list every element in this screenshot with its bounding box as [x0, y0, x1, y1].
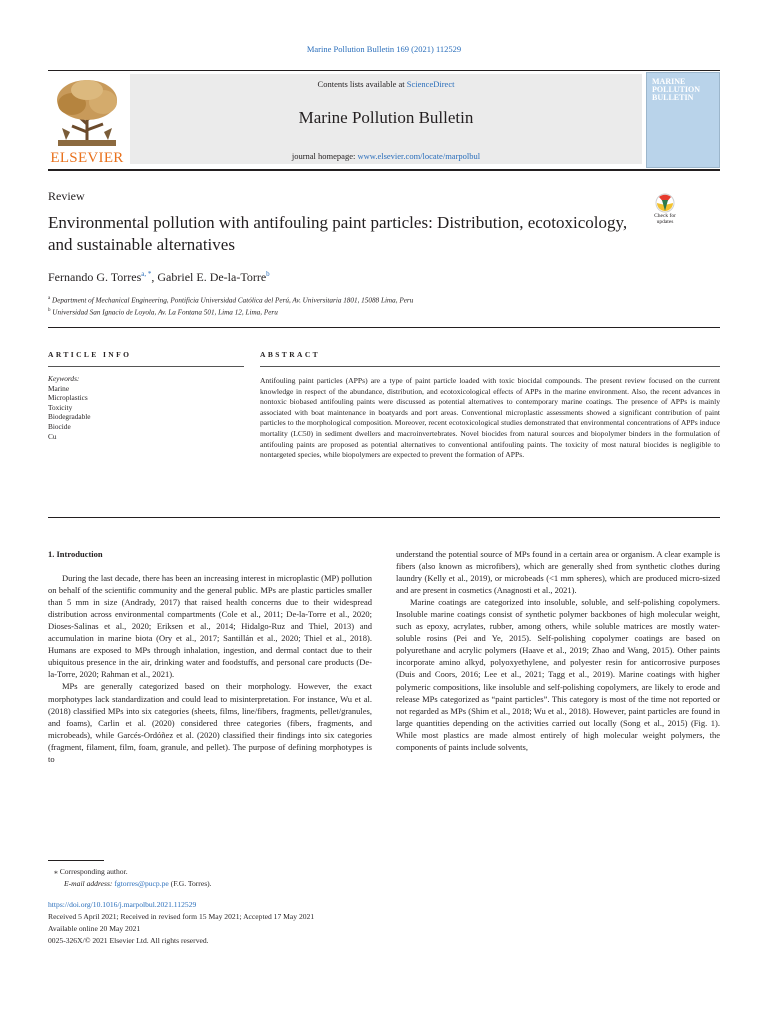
article-type: Review	[48, 189, 85, 203]
keyword: Cu	[48, 431, 57, 441]
author-list	[48, 270, 270, 285]
sciencedirect-link[interactable]: ScienceDirect	[406, 79, 455, 89]
affiliation-text: Universidad San Ignacio de Loyola, Av. La Fontana 501, Lima 12, Lima, Peru	[52, 308, 278, 317]
section-heading: 1. Introduction	[48, 549, 103, 559]
keyword: Microplastics	[48, 393, 88, 403]
homepage-line	[130, 151, 642, 161]
email-line	[64, 878, 212, 889]
title-block-rule	[48, 327, 720, 328]
elsevier-wordmark: ELSEVIER	[50, 150, 124, 166]
affiliation-text: Department of Mechanical Engineering, Pontificia Universidad Católica del Perú, Av. Universitaria 1801, 15088 Lima, Peru	[52, 296, 414, 305]
cover-title: MARINE POLLUTION BULLETIN	[652, 77, 701, 102]
abstract-rule	[260, 366, 720, 367]
body-paragraph: MPs are generally categorized based on their morphology. However, the exact morphotypes lack standardization and could lead to misinterpretation. For instance, Wu et al. (2018) classified MPs into six categories (sheets, films, line/fibers, fragments, pellet/granules, and foams), Carlin et al. (2020) considered three categories (fibers, fragments, and microbeads), while Garcés-Ordóñez et al. (2020) classified their findings into six categories (fragment, filament, film, foam, granule, and pellet). The purpose of defining morphotypes is to	[48, 681, 372, 764]
body-paragraph: understand the potential source of MPs found in a certain area or organism. A clear example is fibers (also known as microfibers), which are generally shed from synthetic clothes during laundry (Kelly et al., 2019), or microbeads (<1 mm spheres), which are produced micro-sized and are present in cosmetics (Anagnosti et al., 2021).	[396, 549, 720, 596]
affiliation	[48, 296, 413, 304]
homepage-prefix: journal homepage:	[291, 151, 358, 161]
header-top-rule	[48, 70, 720, 71]
author-affiliation-marker[interactable]: b	[266, 270, 270, 278]
article-title: Environmental pollution with antifouling paint particles: Distribution, ecotoxicology, and sustainable alternatives	[48, 213, 628, 254]
author-name: Gabriel E. De-la-Torre	[157, 270, 267, 284]
email-link[interactable]: fgtorres@pucp.pe	[114, 879, 169, 888]
body-paragraph: Marine coatings are categorized into insoluble, soluble, and self-polishing copolymers. Insoluble marine coatings consist of synthetic polymer backbones of high molecular weight, such as epoxy, acrylates, rubber, among others, while soluble matrices are mostly water-soluble rosins (Pei and Ye, 2015). Self-polishing copolymer coatings are based on polyurethane and acrylic polymers (Haave et al., 2019; Zhao and Wang, 2015). Other paints incorporate amino alkyd, polyoxyethylene, and polyester resin for anticorrosive purposes (Duis and Coors, 2016; Lee et al., 2021; Tagg et al., 2019). Marine coatings with higher polymeric compositions, like insoluble and self-polishing copolymers, are likely to erode and release MPs categorized as “paint particles”. This category is most of the time not reported or not regarded as MPs (Shim et al., 2018; Wu et al., 2018). However, paint particles are found in large quantities depending on the activities carried out locally (Song et al., 2015) (Fig. 1). While most plastics are made almost entirely of high molecular weight polymers, the components of paints include solvents,	[396, 597, 720, 752]
contents-line	[130, 79, 642, 89]
corresponding-author-note: ⁎ Corresponding author.	[54, 867, 128, 876]
affiliation	[48, 308, 278, 316]
doi-link[interactable]: https://doi.org/10.1016/j.marpolbul.2021.112529	[48, 900, 197, 909]
copyright: 0025-326X/© 2021 Elsevier Ltd. All rights reserved.	[48, 936, 209, 945]
journal-title: Marine Pollution Bulletin	[298, 108, 474, 127]
article-info-heading: ARTICLE INFO	[48, 350, 132, 359]
keywords-label: Keywords:	[48, 374, 80, 383]
homepage-link[interactable]: www.elsevier.com/locate/marpolbul	[357, 151, 481, 161]
left-column	[48, 548, 372, 765]
keyword: Biodegradable	[48, 412, 91, 422]
right-column	[396, 548, 720, 753]
author-separator: ,	[151, 270, 158, 284]
citation-line[interactable]: Marine Pollution Bulletin 169 (2021) 112529	[306, 44, 462, 54]
body-paragraph: During the last decade, there has been an increasing interest in microplastic (MP) pollution on behalf of the scientific community and the general public. MPs are plastic particles smaller than 5 mm in size (Andrady, 2017) that raised health concerns due to their widespread distribution across environmental compartments (Cole et al., 2011; De-la-Torre et al., 2020; Dioses-Salinas et al., 2020; Eriksen et al., 2014; Hidalgo-Ruz and Thiel, 2013) and accumulation in marine biota (Ory et al., 2017; Santillán et al., 2020; Thiel et al., 2018). Humans are exposed to MPs through inhalation, ingestion, and dermal contact due to their ubiquitous presence in the air, drinking water and foodstuffs, and personal care products (De-la-Torre, 2020; Rahman et al., 2021).	[48, 573, 372, 680]
email-label: E-mail address:	[64, 879, 115, 888]
article-info-rule	[48, 366, 244, 367]
contents-prefix: Contents lists available at	[317, 79, 407, 89]
keyword: Biocide	[48, 421, 71, 431]
abstract-text: Antifouling paint particles (APPs) are a type of paint particle loaded with toxic biocidal compounds. The present review focused on the current knowledge in respect of the abundance, distribution, and ecotoxicological effects of APPs in the marine environment. Also, the recent advances in nontoxic biobased antifouling paints were discussed as potential alternatives to contemporary marine coatings. The presence of APPs is mainly associated with boat maintenance in boatyards and port areas. Conventional microplastic assessments showed a significant contribution of paint particles to the morphological composition. Moreover, recent ecotoxicological studies demonstrated that environmental concentrations of APPs induce mortality (LC50) in sediment dwellers and macroinvertebrates. Novel biocides from natural sources and biopolymer binders in the formulation of antifouling paints are proposed as potential alternatives to conventional antifouling paints. The toxicity of most natural biocides is negligible to nontargeted species, while biopolymers are expected to prevent the formation of APPs.	[260, 376, 720, 460]
affiliation-marker: b	[48, 308, 51, 313]
author-affiliation-marker[interactable]: a, *	[141, 270, 152, 278]
footnote-rule	[48, 860, 104, 861]
abstract-heading: ABSTRACT	[260, 350, 321, 359]
received-dates: Received 5 April 2021; Received in revised form 15 May 2021; Accepted 17 May 2021	[48, 912, 315, 921]
author-name: Fernando G. Torres	[48, 270, 142, 284]
header-bottom-rule	[48, 169, 720, 171]
keyword: Toxicity	[48, 402, 73, 412]
affiliation-marker: a	[48, 296, 51, 301]
available-online: Available online 20 May 2021	[48, 924, 141, 933]
abstract-bottom-rule	[48, 517, 720, 518]
keywords-block	[48, 374, 91, 441]
email-suffix: (F.G. Torres).	[168, 879, 212, 888]
keyword: Marine	[48, 383, 70, 393]
check-for-updates-label: Check for updates	[654, 213, 676, 225]
